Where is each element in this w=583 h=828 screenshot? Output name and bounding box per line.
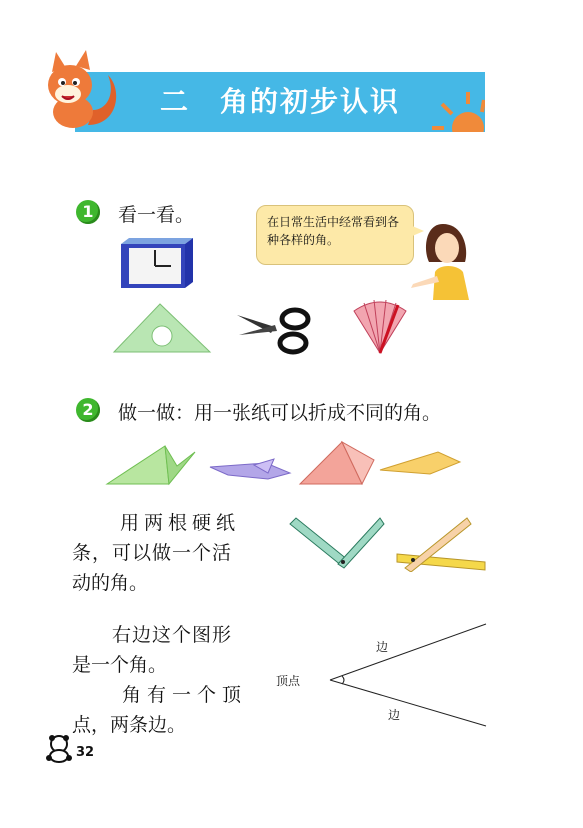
text-line: 角有一个顶 — [72, 684, 248, 706]
section-number-2: 2 — [76, 398, 100, 422]
stick-angle-yellow — [395, 512, 487, 572]
text-line: 条，可以做一个活 — [72, 542, 233, 564]
section-1-heading: 看一看。 — [118, 204, 195, 226]
text-line: 点，两条边。 — [72, 714, 187, 736]
fan-icon — [350, 297, 410, 355]
section-2-heading: 做一做：用一张纸可以折成不同的角。 — [118, 402, 442, 424]
paper-fold-green — [105, 440, 197, 486]
paragraph-angle-definition — [72, 620, 247, 740]
squirrel-mascot — [38, 50, 123, 135]
scissors-icon — [235, 305, 315, 355]
text-line: 用两根硬纸 — [72, 512, 241, 534]
side-label-bottom: 边 — [388, 708, 401, 722]
speech-bubble-text: 在日常生活中经常看到各种各样的角。 — [267, 215, 400, 247]
panda-icon — [44, 734, 74, 764]
vertex-label: 顶点 — [276, 674, 301, 688]
title-banner — [75, 72, 485, 132]
text-line: 是一个角。 — [72, 654, 168, 676]
paper-fold-orange — [378, 448, 463, 478]
side-label-top: 边 — [376, 640, 389, 654]
paragraph-moving-angle — [72, 508, 240, 598]
teacher-figure — [405, 220, 490, 300]
paper-fold-purple — [208, 455, 293, 485]
clock-icon — [115, 238, 195, 290]
sun-icon — [430, 84, 485, 132]
section-number-1: 1 — [76, 200, 100, 224]
page-number: 32 — [76, 745, 95, 760]
speech-bubble — [256, 205, 414, 265]
page-title: 二 角的初步认识 — [159, 85, 400, 118]
text-line: 右边这个图形 — [72, 624, 233, 646]
stick-angle-green — [286, 512, 386, 572]
triangle-ruler-icon — [112, 302, 212, 354]
text-line: 动的角。 — [72, 572, 149, 594]
paper-fold-pink — [298, 438, 378, 488]
